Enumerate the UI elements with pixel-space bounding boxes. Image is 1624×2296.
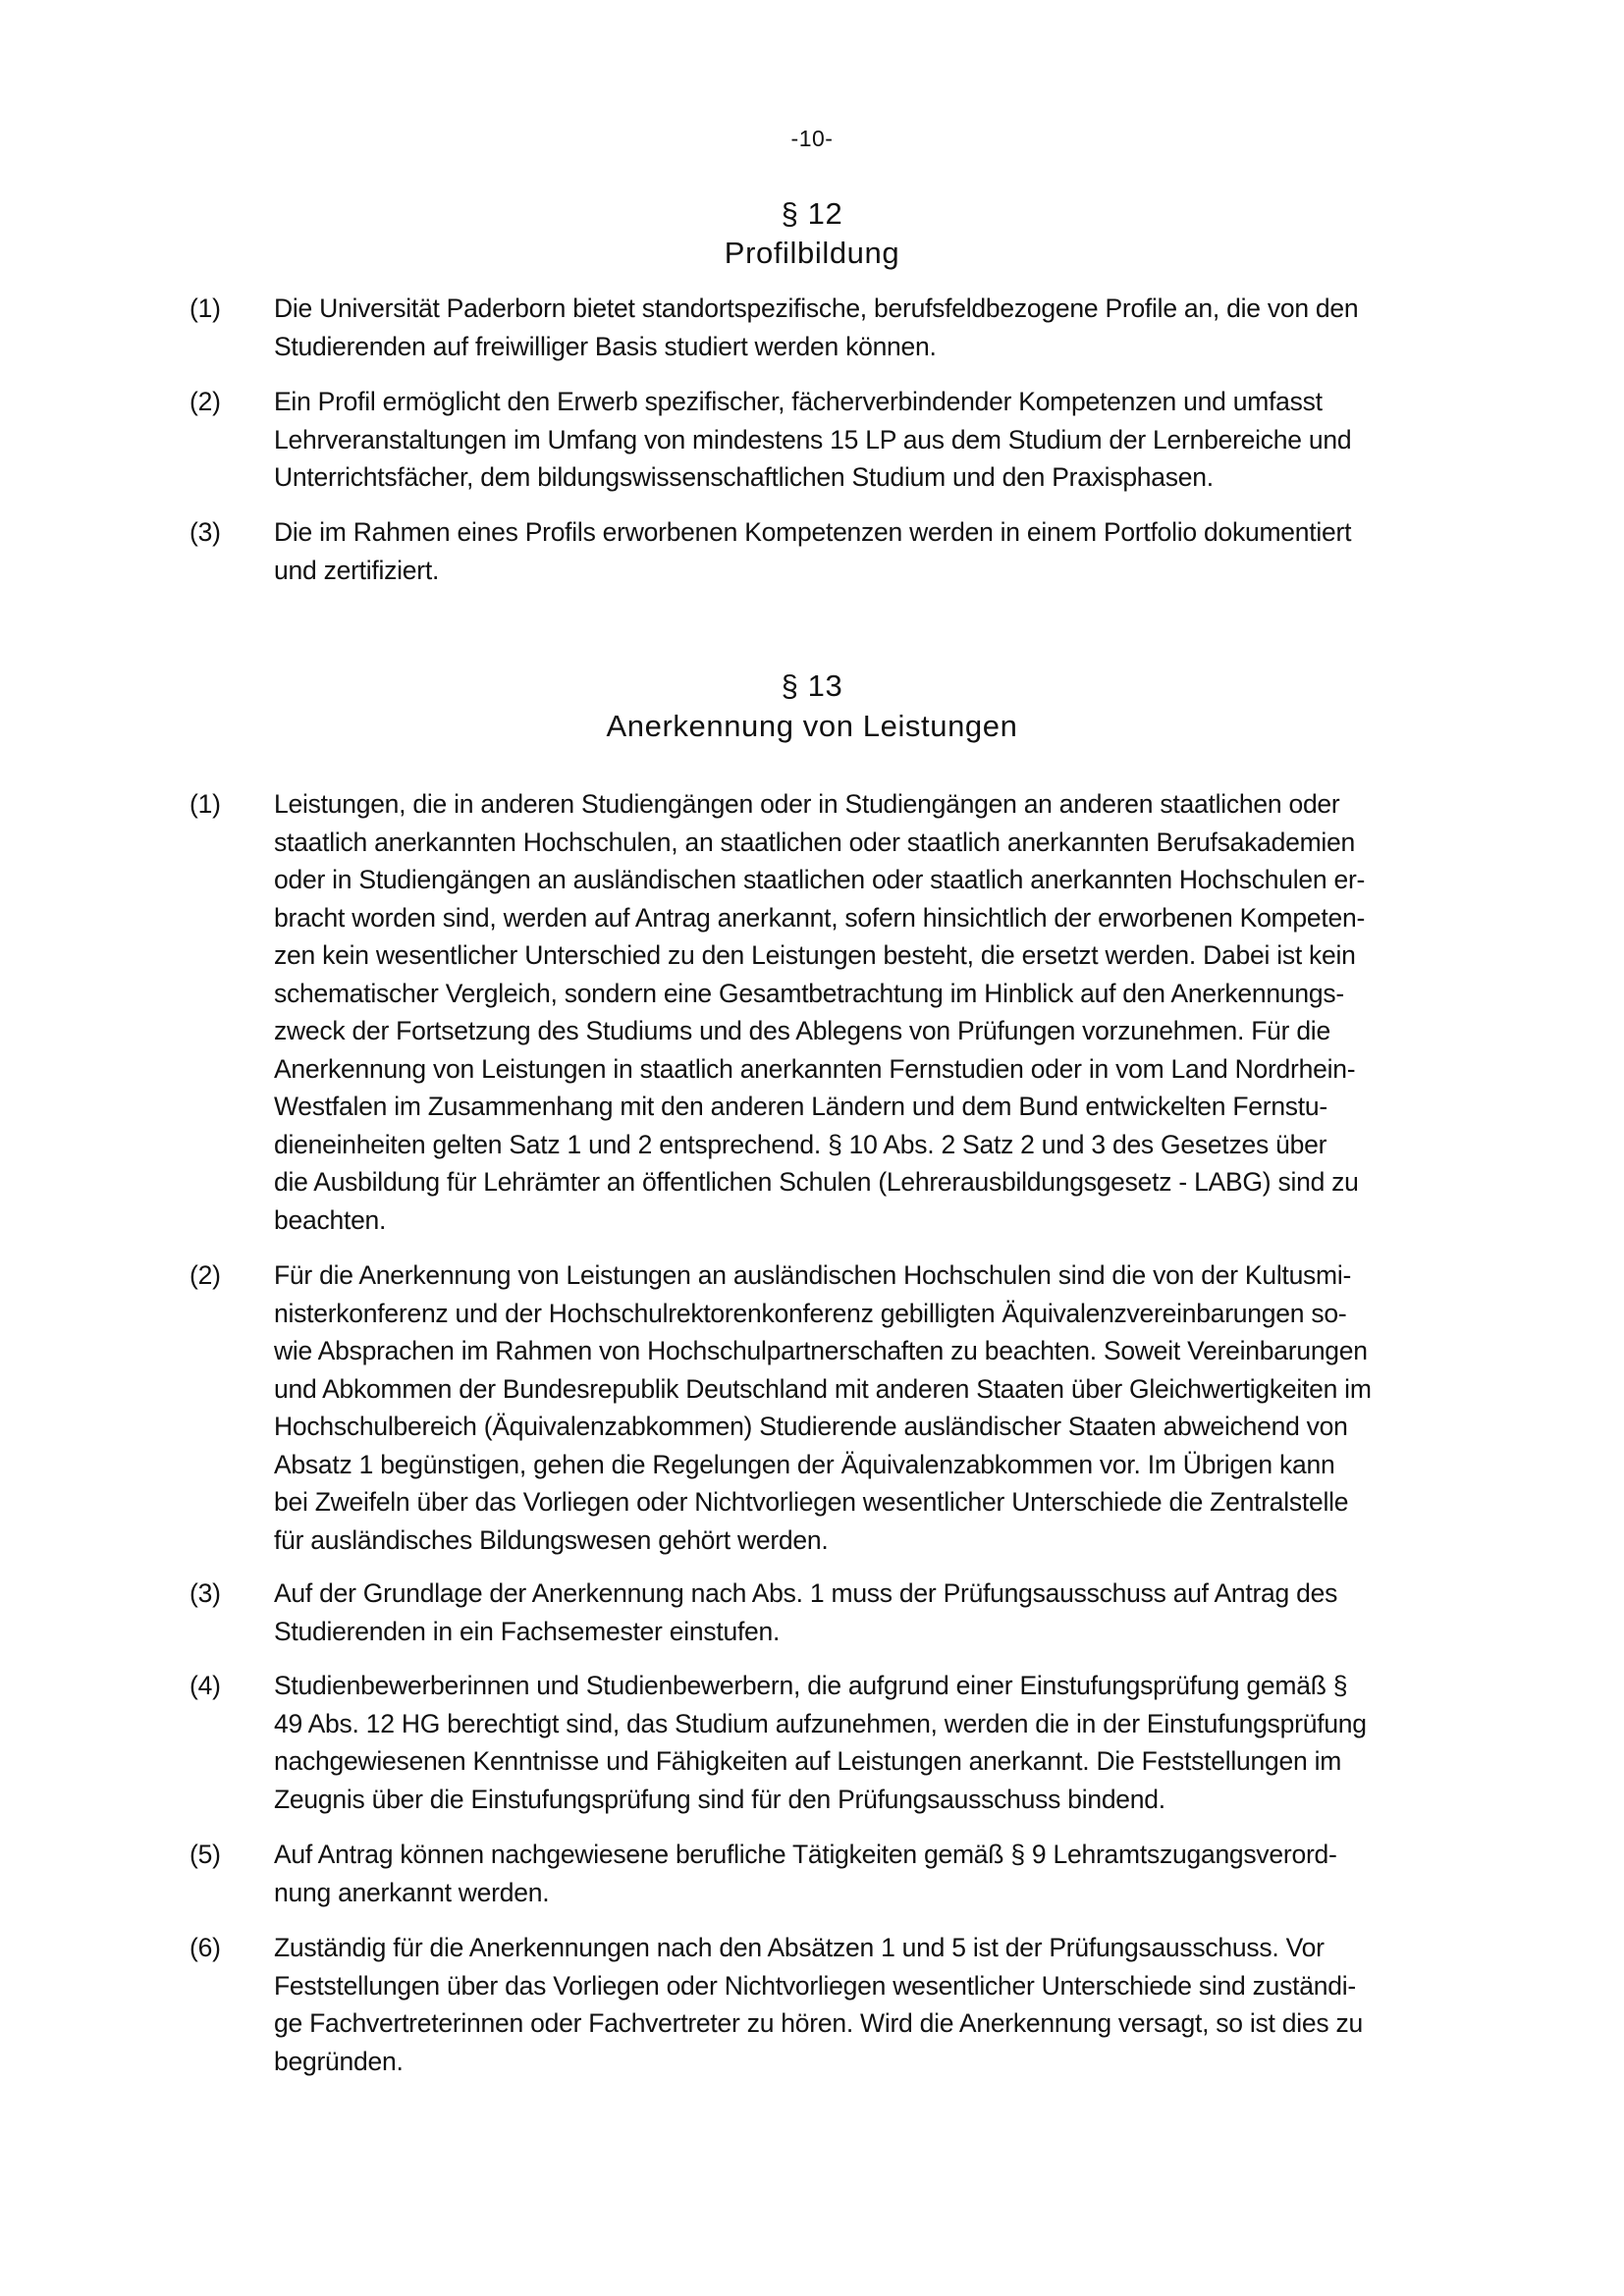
section-13-paragraph-6 <box>189 1929 1441 2080</box>
section-13-paragraph-4 <box>189 1667 1441 1818</box>
paragraph-text: Leistungen, die in anderen Studiengängen oder in Studiengängen an anderen staatlichen oder staatlich anerkannten Hochschulen, an staatlichen oder staatlich anerkannten Berufsakademien oder in Studiengängen an ausländischen staatlichen oder staatlich anerkannten Hochschulen er- bracht worden sind, werden auf Antrag anerkannt, sofern hinsichtlich der erworbenen Kompeten- zen kein wesentlicher Unterschied zu den Leistungen besteht, die ersetzt werden. Dabei ist kein schematischer Vergleich, sondern eine Gesamtbetrachtung im Hinblick auf den Anerkennungs- zweck der Fortsetzung des Studiums und des Ablegens von Prüfungen vorzunehmen. Für die Anerkennung von Leistungen in staatlich anerkannten Fernstudien oder in vom Land Nordrhein- Westfalen im Zusammenhang mit den anderen Ländern und dem Bund entwickelten Fernstu- dieneinheiten gelten Satz 1 und 2 entsprechend. § 10 Abs. 2 Satz 2 und 3 des Gesetzes über die Ausbildung für Lehrämter an öffentlichen Schulen (Lehrerausbildungsgesetz - LABG) sind zu beachten. <box>274 789 1366 1235</box>
section-13-paragraph-5 <box>189 1836 1441 1911</box>
section-13-paragraph-3 <box>189 1575 1441 1650</box>
page-number: -10- <box>790 126 834 151</box>
paragraph-text: Zuständig für die Anerkennungen nach den Absätzen 1 und 5 ist der Prüfungsausschuss. Vor Feststellungen über das Vorliegen oder Nichtvorliegen wesentlicher Unterschiede sind zuständi- ge Fachvertreterinnen oder Fachvertreter zu hören. Wird die Anerkennung versagt, so ist dies zu begründen. <box>274 1933 1363 2076</box>
section-13-paragraph-1 <box>189 785 1441 1239</box>
section-13-paragraph-2 <box>189 1256 1441 1559</box>
paragraph-text: Die im Rahmen eines Profils erworbenen Kompetenzen werden in einem Portfolio dokumentiert und zertifiziert. <box>274 517 1352 585</box>
section-13-number: § 13 <box>781 668 843 703</box>
paragraph-text: Die Universität Paderborn bietet standortspezifische, berufsfeldbezogene Profile an, die von den Studierenden auf freiwilliger Basis studiert werden können. <box>274 294 1359 361</box>
paragraph-text: Auf Antrag können nachgewiesene berufliche Tätigkeiten gemäß § 9 Lehramtszugangsverord- nung anerkannt werden. <box>274 1840 1337 1907</box>
section-12-paragraph-2 <box>189 383 1441 497</box>
paragraph-number: (3) <box>189 1578 221 1608</box>
paragraph-number: (1) <box>189 789 221 819</box>
section-12-paragraph-3 <box>189 513 1441 589</box>
paragraph-number: (2) <box>189 387 221 416</box>
paragraph-text: Studienbewerberinnen und Studienbewerbern, die aufgrund einer Einstufungsprüfung gemäß § 49 Abs. 12 HG berechtigt sind, das Studium aufzunehmen, werden die in der Einstufungsprüfung nachgewiesenen Kenntnisse und Fähigkeiten auf Leistungen anerkannt. Die Feststellungen im Zeugnis über die Einstufungsprüfung sind für den Prüfungsausschuss bindend. <box>274 1671 1367 1814</box>
paragraph-number: (4) <box>189 1671 221 1700</box>
section-12-paragraph-1 <box>189 290 1441 365</box>
section-12-title: Profilbildung <box>724 236 900 270</box>
paragraph-number: (6) <box>189 1933 221 1962</box>
section-13-title: Anerkennung von Leistungen <box>606 709 1018 743</box>
paragraph-number: (5) <box>189 1840 221 1869</box>
paragraph-number: (2) <box>189 1260 221 1290</box>
paragraph-text: Für die Anerkennung von Leistungen an ausländischen Hochschulen sind die von der Kultusmi- nisterkonferenz und der Hochschulrektorenkonferenz gebilligten Äquivalenzvereinbarungen so- wie Absprachen im Rahmen von Hochschulpartnerschaften zu beachten. Soweit Vereinbarungen und Abkommen der Bundesrepublik Deutschland mit anderen Staaten über Gleichwertigkeiten im Hochschulbereich (Äquivalenzabkommen) Studierende ausländischer Staaten abweichend von Absatz 1 begünstigen, gehen die Regelungen der Äquivalenzabkommen vor. Im Übrigen kann bei Zweifeln über das Vorliegen oder Nichtvorliegen wesentlicher Unterschiede die Zentralstelle für ausländisches Bildungswesen gehört werden. <box>274 1260 1372 1555</box>
paragraph-number: (1) <box>189 294 221 323</box>
paragraph-text: Ein Profil ermöglicht den Erwerb spezifischer, fächerverbindender Kompetenzen und umfasst Lehrveranstaltungen im Umfang von mindestens 15 LP aus dem Studium der Lernbereiche und Unterrichtsfächer, dem bildungswissenschaftlichen Studium und den Praxisphasen. <box>274 387 1352 492</box>
paragraph-number: (3) <box>189 517 221 547</box>
paragraph-text: Auf der Grundlage der Anerkennung nach Abs. 1 muss der Prüfungsausschuss auf Antrag des Studierenden in ein Fachsemester einstufen. <box>274 1578 1338 1646</box>
section-12-number: § 12 <box>781 196 843 231</box>
